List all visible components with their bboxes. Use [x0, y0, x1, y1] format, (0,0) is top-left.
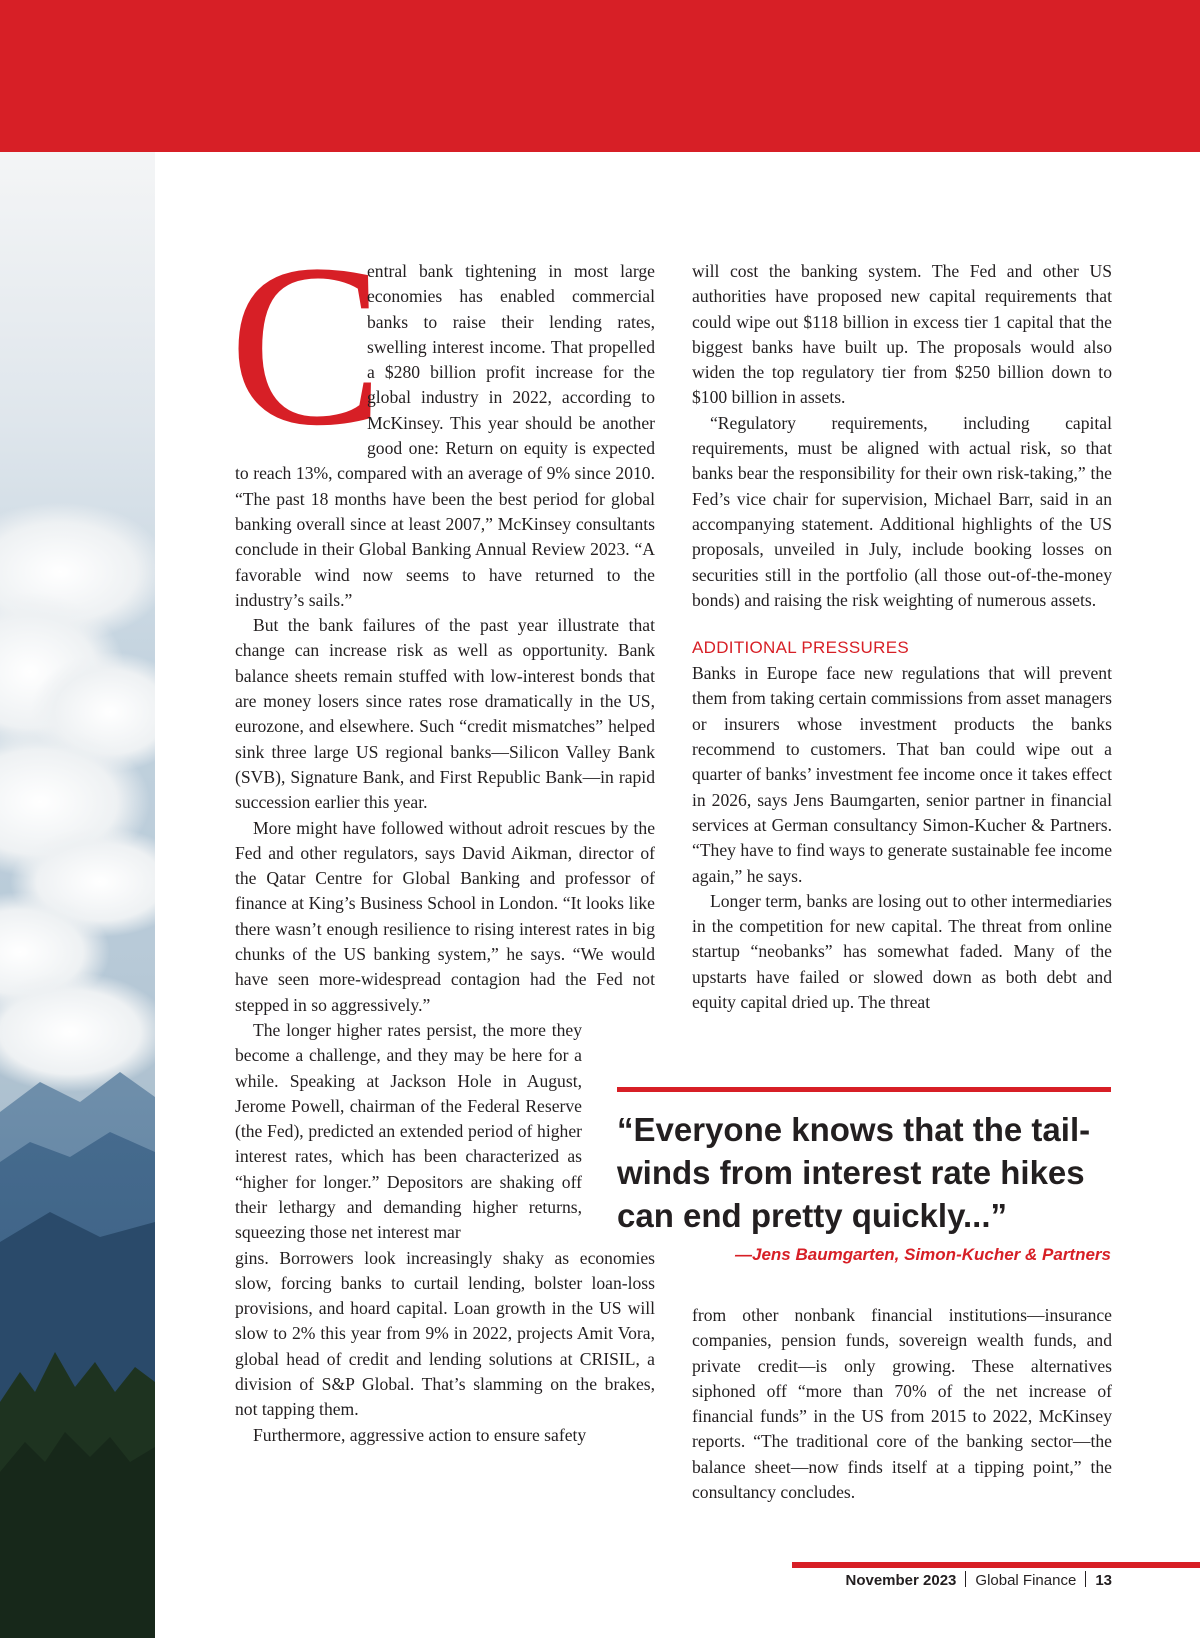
article-paragraph: More might have followed without adroit rescues by the Fed and other regulators, says David Aikman, director of the Qatar Centre for Global Banking and professor of finance at King’s Business School in London. “It looks like there wasn’t enough resilience to rising interest rates in big chunks of the US banking system,” he says. “We would have seen more-widespread contagion had the Fed not stepped in so aggressively.” — [235, 817, 655, 1015]
article-paragraph: Banks in Europe face new regulations that will prevent them from taking certain commissions from asset managers or insurers whose investment products the banks recommend to customers. That ban could wipe out a quarter of banks’ investment fee income once it takes effect in 2026, says Jens Baumgarten, senior partner in financial services at German consultancy Simon-Kucher & Partners. “They have to find ways to generate sustainable fee income again,” he says. — [692, 663, 1112, 886]
article-paragraph: gins. Borrowers look increasingly shaky as economies slow, forcing banks to curtail lending, bolster loan-loss provisions, and hoard capital. Loan growth in the US will slow to 2% this year from 9% in 2022, projects Amit Vora, global head of credit and lending solutions at CRISIL, a division of S&P Global. That’s slamming on the brakes, not tapping them. — [235, 1247, 655, 1420]
article-left-column — [229, 217, 655, 1448]
publication-name: Global Finance — [975, 1572, 1077, 1589]
article-paragraph-narrow — [235, 1018, 582, 1246]
pull-quote-rule — [617, 1087, 1111, 1092]
pull-quote: “Everyone knows that the tail-winds from interest rate hikes can end pretty quickly...” — [617, 1111, 1091, 1234]
section-subhead: ADDITIONAL PRESSURES — [692, 638, 909, 658]
article-paragraph: But the bank failures of the past year illustrate that change can increase risk as well as opportunity. Bank balance sheets remain stuffed with low-interest bonds that are money losers since rates rose dramatically in the US, eurozone, and elsewhere. Such “credit mismatches” helped sink three large US regional banks—Silicon Valley Bank (SVB), Signature Bank, and First Republic Bank—in rapid succession earlier this year. — [235, 615, 655, 813]
article-paragraph: Longer term, banks are losing out to other intermediaries in the competition for new capital. The threat from online startup “neobanks” has somewhat faded. Many of the upstarts have failed or slowed down as both debt and equity capital dried up. The threat — [692, 890, 1112, 1013]
article-paragraph: from other nonbank financial institutions—insurance companies, pension funds, sovereign wealth funds, and private credit—is only growing. These alternatives siphoned off “more than 70% of the net increase of financial funds” in the US from 2015 to 2022, McKinsey reports. “The traditional core of the banking sector—the balance sheet—now finds itself at a tipping point,” the consultancy concludes. — [692, 1305, 1112, 1503]
article-right-column-continued — [692, 1303, 1112, 1505]
article-paragraph: Furthermore, aggressive action to ensure safety — [253, 1424, 587, 1445]
sky-clouds-mountains-image — [0, 152, 155, 1638]
page-number: 13 — [1095, 1572, 1112, 1589]
article-paragraph: The longer higher rates persist, the more they become a challenge, and they may be here for a while. Speaking at Jackson Hole in August, Jerome Powell, chairman of the Federal Reserve (the Fed), predicted an extended period of higher interest rates, which has been characterized as “higher for longer.” Depositors are shaking off their lethargy and demanding higher returns, squeezing those net interest mar — [235, 1019, 582, 1243]
article-right-column — [692, 259, 1112, 1015]
footer-separator — [1085, 1571, 1086, 1587]
issue-date: November 2023 — [845, 1572, 957, 1589]
footer-rule — [792, 1562, 1200, 1568]
page-footer — [846, 1570, 1113, 1592]
header-color-band — [0, 0, 1200, 152]
pull-quote-attribution: —Jens Baumgarten, Simon-Kucher & Partners — [735, 1245, 1111, 1264]
drop-cap: C — [229, 217, 384, 474]
article-paragraph: “Regulatory requirements, including capital requirements, must be aligned with actual risk, so that banks bear the responsibility for their own risk-taking,” the Fed’s vice chair for supervision, Michael Barr, said in an accompanying statement. Additional highlights of the US proposals, unveiled in July, include booking losses on securities still in the portfolio (all those out-of-the-money bonds) and raising the risk weighting of numerous assets. — [692, 412, 1112, 610]
footer-separator — [965, 1571, 966, 1587]
article-paragraph: will cost the banking system. The Fed and other US authorities have proposed new capital requirements that could wipe out $118 billion in excess tier 1 capital that the biggest banks have built up. The proposals would also widen the top regulatory tier from $250 billion down to $100 billion in assets. — [692, 261, 1112, 408]
article-paragraph: entral bank tightening in most large economies has enabled commercial banks to raise their lending rates, swelling interest income. That propelled a $280 billion profit increase for the global industry in 2022, according to McKinsey. This year should be another good one: Return on equity is expected to reach 13%, compared with an average of 9% since 2010. “The past 18 months have been the best period for global banking overall since at least 2007,” McKinsey consultants conclude in their Global Banking Annual Review 2023. “A favorable wind now seems to have returned to the industry’s sails.” — [235, 261, 655, 610]
